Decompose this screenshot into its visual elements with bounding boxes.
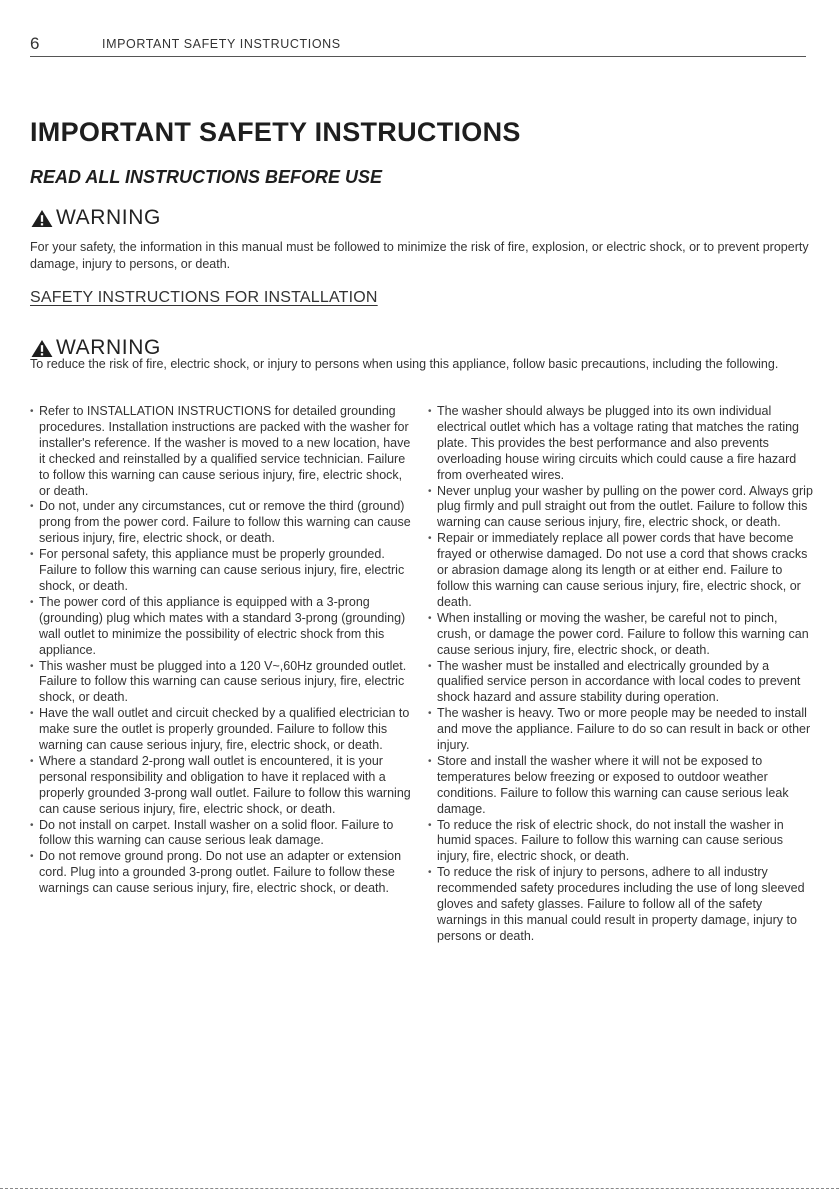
warning-label: WARNING	[56, 336, 161, 359]
list-item: • The washer should always be plugged into its own individual electrical outlet which has a voltage rating that matches the rating plate. This provides the best performance and also prevents overloading house wiring circuits which could cause a fire hazard from overheated wires.	[428, 404, 813, 484]
section-title: SAFETY INSTRUCTIONS FOR INSTALLATION	[30, 289, 378, 306]
list-item: • To reduce the risk of injury to persons, adhere to all industry recommended safety procedures including the use of long sleeved gloves and safety glasses. Failure to follow all of the safety warnings in this manual could result in property damage, injury to persons or death.	[428, 865, 813, 945]
header-title: IMPORTANT SAFETY INSTRUCTIONS	[102, 37, 341, 51]
list-item: • When installing or moving the washer, be careful not to pinch, crush, or damage the power cord. Failure to follow this warning can cause serious injury, fire, electric shock, or death.	[428, 611, 813, 659]
page-title: IMPORTANT SAFETY INSTRUCTIONS	[30, 117, 521, 147]
list-item: • The power cord of this appliance is equipped with a 3-prong (grounding) plug which mates with a standard 3-prong (grounding) wall outlet to minimize the possibility of electric shock from this appliance.	[30, 595, 415, 659]
warning-heading	[30, 206, 161, 230]
list-item: • This washer must be plugged into a 120 V~,60Hz grounded outlet. Failure to follow this warning can cause serious injury, fire, electric shock, or death.	[30, 659, 415, 707]
instruction-list-left	[30, 404, 415, 897]
warning-label: WARNING	[56, 206, 161, 229]
page-header	[30, 34, 806, 57]
list-item: • Store and install the washer where it will not be exposed to temperatures below freezing or exposed to outdoor weather conditions. Failure to follow this warning can cause serious leak damage.	[428, 754, 813, 818]
instruction-list-right	[428, 404, 813, 945]
page-number: 6	[30, 34, 40, 53]
list-item: • Where a standard 2-prong wall outlet is encountered, it is your personal responsibility and obligation to have it replaced with a properly grounded 3-prong wall outlet. Failure to follow this warning can cause serious injury, fire, electric shock, or death.	[30, 754, 415, 818]
list-item: • The washer is heavy. Two or more people may be needed to install and move the appliance. Failure to do so can result in back or other injury.	[428, 706, 813, 754]
warning-text: For your safety, the information in this manual must be followed to minimize the risk of fire, explosion, or electric shock, or to prevent property damage, injury to persons, or death.	[30, 240, 809, 271]
list-item: • Do not remove ground prong. Do not use an adapter or extension cord. Plug into a grounded 3-prong outlet. Failure to follow these warnings can cause serious injury, fire, electric shock, or death.	[30, 849, 415, 897]
warning-triangle-icon	[30, 209, 54, 228]
page-edge-divider	[0, 1188, 839, 1189]
warning-triangle-icon	[30, 339, 54, 358]
list-item: • To reduce the risk of electric shock, do not install the washer in humid spaces. Failure to follow this warning can cause serious injury, fire, electric shock, or death.	[428, 818, 813, 866]
list-item: • Have the wall outlet and circuit checked by a qualified electrician to make sure the outlet is properly grounded. Failure to follow this warning can cause serious injury, fire, electric shock, or death.	[30, 706, 415, 754]
list-item: • Do not, under any circumstances, cut or remove the third (ground) prong from the power cord. Failure to follow this warning can cause serious injury, fire, electric shock, or death.	[30, 499, 415, 547]
list-item: • The washer must be installed and electrically grounded by a qualified service person in accordance with local codes to prevent shock hazard and assure stability during operation.	[428, 659, 813, 707]
list-item: • For personal safety, this appliance must be properly grounded. Failure to follow this warning can cause serious injury, fire, electric shock, or death.	[30, 547, 415, 595]
list-item: • Do not install on carpet. Install washer on a solid floor. Failure to follow this warning can cause serious leak damage.	[30, 818, 415, 850]
list-item: • Repair or immediately replace all power cords that have become frayed or otherwise damaged. Do not use a cord that shows cracks or abrasion damage along its length or at either end. Failure to follow this warning can cause serious injury, fire, electric shock, or death.	[428, 531, 813, 611]
warning-text: To reduce the risk of fire, electric shock, or injury to persons when using this appliance, follow basic precautions, including the following.	[30, 357, 779, 371]
list-item: • Refer to INSTALLATION INSTRUCTIONS for detailed grounding procedures. Installation instructions are packed with the washer for installer's reference. If the washer is moved to a new location, have it checked and reinstalled by a qualified service technician. Failure to follow this warning can cause serious injury, fire, electric shock, or death.	[30, 404, 415, 499]
list-item: • Never unplug your washer by pulling on the power cord. Always grip plug firmly and pull straight out from the outlet. Failure to follow this warning can cause serious injury, fire, electric shock, or death.	[428, 484, 813, 532]
page-subtitle: READ ALL INSTRUCTIONS BEFORE USE	[30, 167, 383, 187]
